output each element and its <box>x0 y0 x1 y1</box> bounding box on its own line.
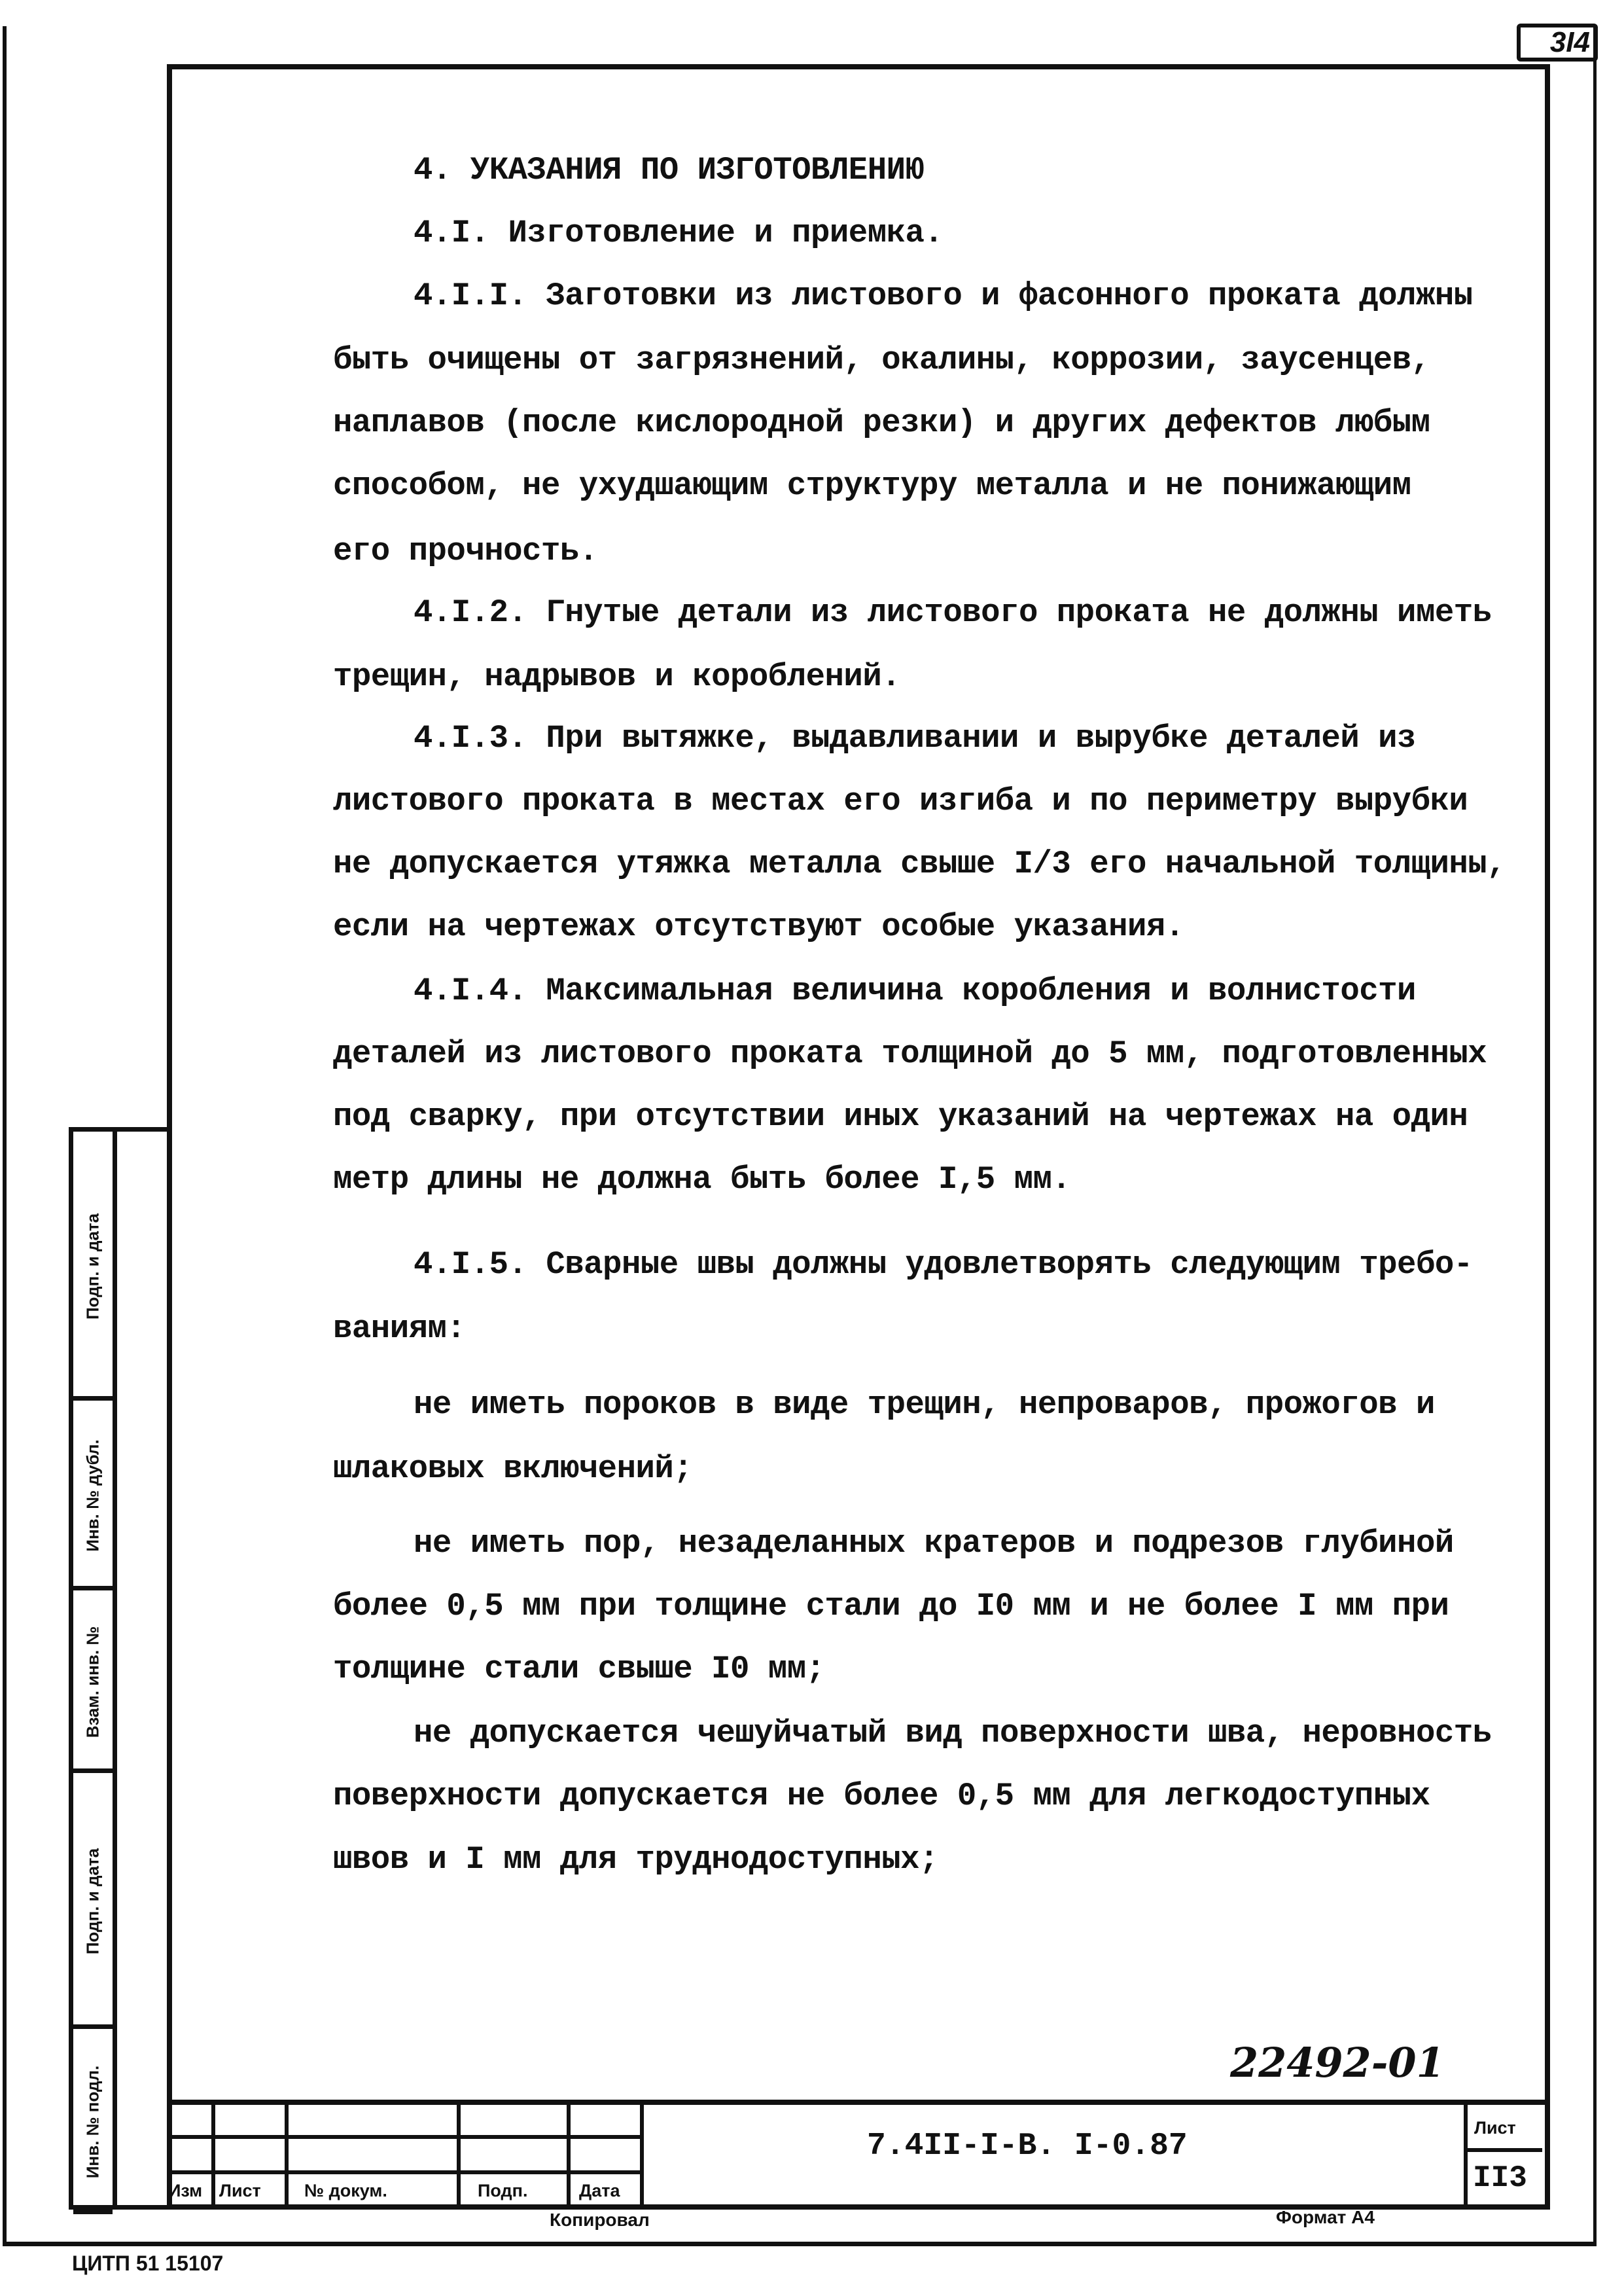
divider <box>167 2135 644 2139</box>
side-stamp-label: Подп. и дата <box>82 1213 103 1319</box>
sheet-label: Лист <box>1474 2118 1516 2138</box>
text-line: листового проката в местах его изгиба и по периметру вырубки <box>333 783 1468 819</box>
divider <box>567 2105 571 2210</box>
text-line: ваниям: <box>333 1310 466 1347</box>
text-line: 4.I.2. Гнутые детали из листового проката не должны иметь <box>414 594 1492 631</box>
divider <box>285 2105 289 2210</box>
text-line: 4.I.4. Максимальная величина коробления и волнистости <box>414 973 1416 1009</box>
text-line: не иметь пор, незаделанных кратеров и подрезов глубиной <box>414 1525 1454 1562</box>
side-stamp-label: Инв. № дубл. <box>82 1439 103 1552</box>
copied-label: Копировал <box>550 2210 650 2230</box>
col-izm: Изм <box>168 2181 203 2200</box>
corner-sheet-number: 3I4 <box>1517 24 1598 62</box>
text-line: деталей из листового проката толщиной до 5 мм, подготовленных <box>333 1035 1487 1072</box>
divider <box>457 2105 461 2210</box>
title-block <box>167 2100 1550 2210</box>
side-stamp-cell <box>73 1773 113 2029</box>
side-stamp-cell <box>73 2029 113 2214</box>
text-line: не иметь пороков в виде трещин, непроваров, прожогов и <box>414 1386 1435 1423</box>
text-line: наплавов (после кислородной резки) и других дефектов любым <box>333 404 1430 441</box>
text-line: 4.I. Изготовление и приемка. <box>414 215 944 251</box>
side-stamp-cell <box>73 1590 113 1773</box>
text-line: под сварку, при отсутствии иных указаний на чертежах на один <box>333 1098 1468 1135</box>
side-stamp <box>69 1127 167 2210</box>
side-stamp-label: Инв. № подл. <box>82 2065 103 2178</box>
text-line: 4.I.I. Заготовки из листового и фасонного проката должны <box>414 278 1473 314</box>
handwritten-archive-number: 22492-01 <box>1230 2039 1445 2087</box>
text-line: 4.I.3. При вытяжке, выдавливании и вырубке деталей из <box>414 720 1416 757</box>
col-date: Дата <box>579 2181 620 2200</box>
col-list: Лист <box>219 2181 261 2200</box>
col-doc-number: № докум. <box>304 2181 387 2200</box>
section-heading: 4. УКАЗАНИЯ ПО ИЗГОТОВЛЕНИЮ <box>414 152 925 188</box>
text-line: быть очищены от загрязнений, окалины, коррозии, заусенцев, <box>333 342 1430 378</box>
side-stamp-label: Взам. инв. № <box>82 1626 103 1738</box>
divider <box>211 2105 215 2210</box>
text-line: 4.I.5. Сварные швы должны удовлетворять следующим требо- <box>414 1246 1473 1283</box>
text-line: не допускается утяжка металла свыше I/3 его начальной толщины, <box>333 846 1506 882</box>
text-line: метр длины не должна быть более I,5 мм. <box>333 1161 1071 1198</box>
document-code: 7.4II-I-В. I-0.87 <box>867 2128 1188 2164</box>
divider <box>167 2170 644 2174</box>
divider <box>640 2105 644 2210</box>
text-line: способом, не ухудшающим структуру металла и не понижающим <box>333 467 1411 504</box>
printer-mark: ЦИТП 51 15107 <box>72 2251 224 2275</box>
text-line: швов и I мм для труднодоступных; <box>333 1841 938 1878</box>
side-stamp-cell <box>73 1401 113 1590</box>
text-line: его прочность. <box>333 533 598 569</box>
text-line: поверхности допускается не более 0,5 мм для легкодоступных <box>333 1778 1430 1814</box>
side-stamp-label: Подп. и дата <box>82 1848 103 1954</box>
text-line: толщине стали свыше I0 мм; <box>333 1651 825 1687</box>
col-signature: Подп. <box>478 2181 528 2200</box>
text-line: трещин, надрывов и короблений. <box>333 658 901 695</box>
text-line: шлаковых включений; <box>333 1450 693 1487</box>
side-stamp-cell <box>73 1132 113 1401</box>
drawing-frame <box>167 64 1550 2210</box>
divider <box>1464 2148 1542 2152</box>
sheet-number: II3 <box>1473 2161 1527 2195</box>
format-label: Формат А4 <box>1276 2207 1375 2227</box>
divider <box>1464 2105 1468 2210</box>
text-line: более 0,5 мм при толщине стали до I0 мм и не более I мм при <box>333 1588 1449 1624</box>
text-line: если на чертежах отсутствуют особые указания. <box>333 908 1184 945</box>
text-line: не допускается чешуйчатый вид поверхности шва, неровность <box>414 1715 1492 1751</box>
